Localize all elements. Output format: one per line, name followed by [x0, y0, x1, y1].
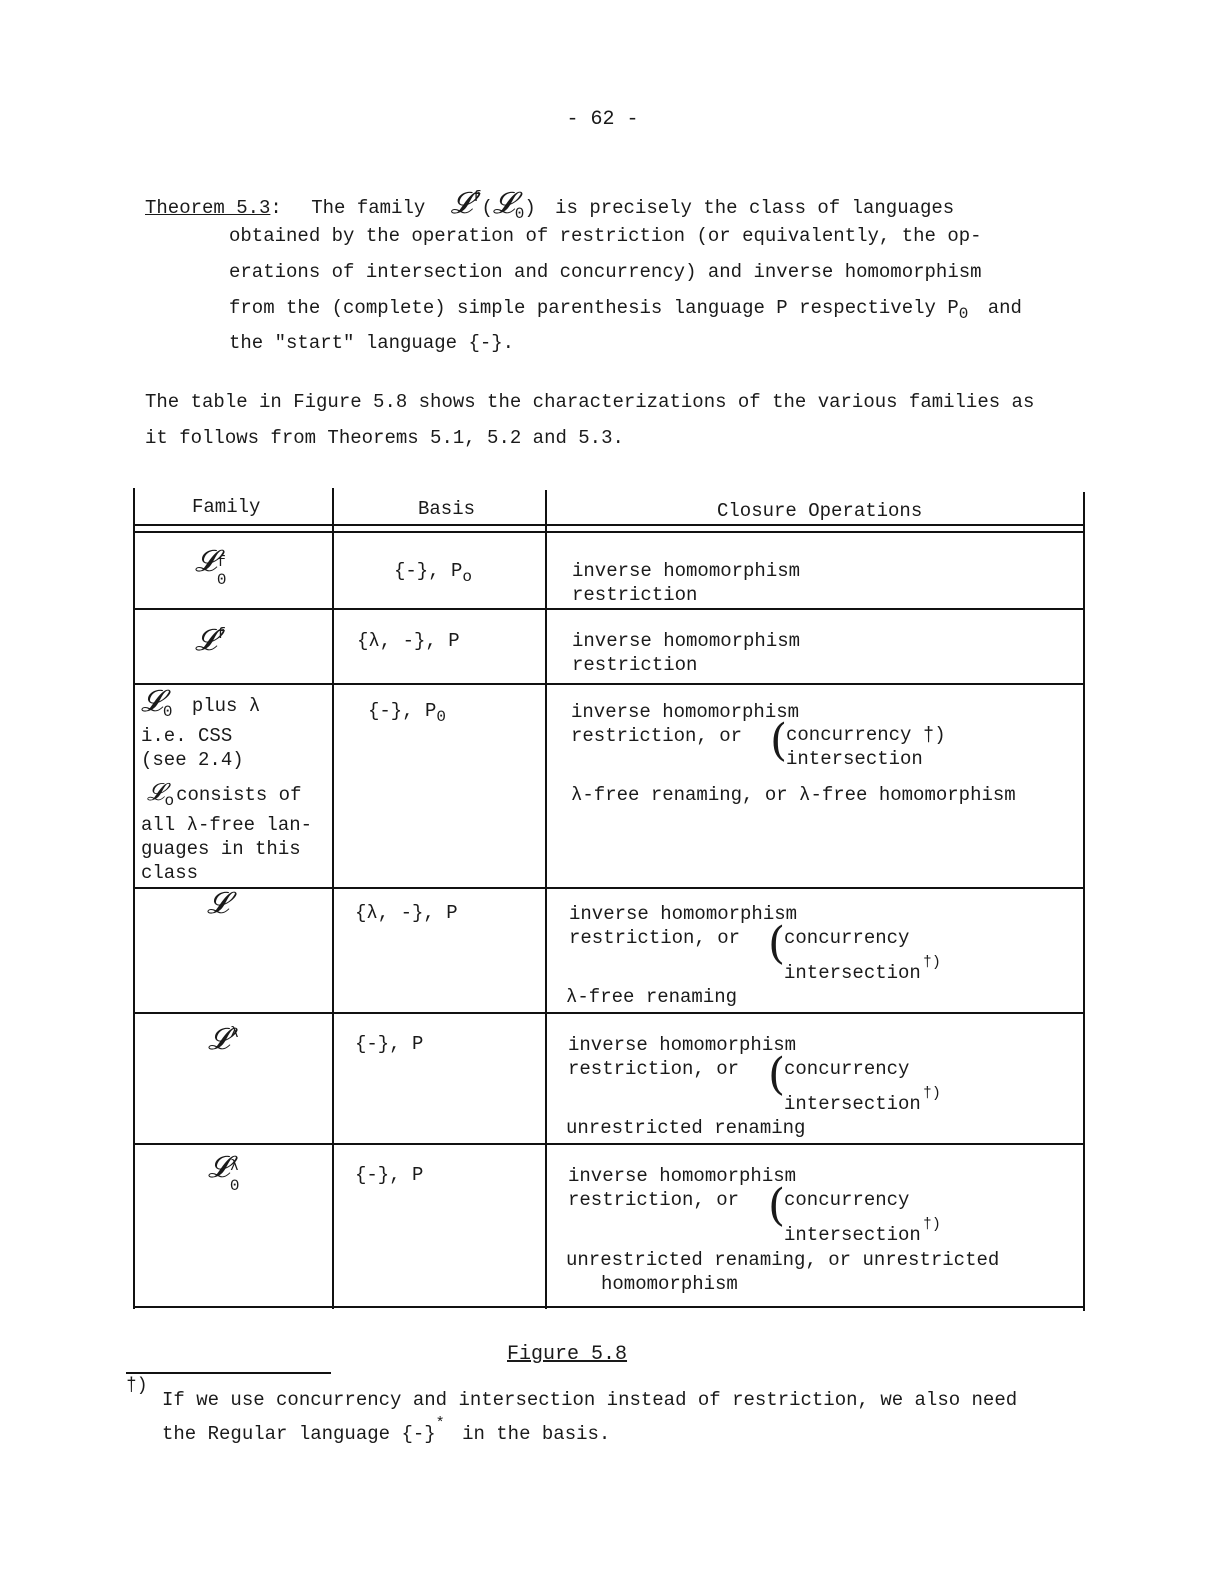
- table-divider-1: [332, 488, 334, 1309]
- row6-ops-extra: unrestricted renaming, or unrestricted: [566, 1249, 1000, 1271]
- row6-family-sub: 0: [229, 1177, 240, 1195]
- row6-ops-extra2: homomorphism: [601, 1273, 738, 1295]
- row5-family-symbol: 𝓛: [208, 1022, 230, 1057]
- row6-brace-item-1: concurrency: [784, 1189, 910, 1211]
- row2-ops: [572, 630, 800, 677]
- row3-ops-extra: λ-free renaming, or λ-free homomorphism: [571, 784, 1016, 806]
- table-border-left: [133, 488, 135, 1309]
- row6-basis: {-}, P: [355, 1164, 424, 1186]
- row3-family-note2-title: [141, 780, 312, 813]
- row3-brace-group: [770, 715, 946, 771]
- header-rule-1: [133, 524, 1085, 526]
- row3-basis: [368, 700, 446, 730]
- row3-family-note-2: (see 2.4): [141, 749, 244, 771]
- row3-ops: [571, 701, 799, 748]
- row1-op-1: inverse homomorphism: [572, 560, 801, 582]
- row2-op-1: inverse homomorphism: [572, 630, 801, 652]
- row4-dagger: †): [922, 953, 941, 971]
- row5-ops-extra: unrestricted renaming: [566, 1117, 806, 1139]
- row5-brace-group: [768, 1049, 941, 1116]
- row5-brace-item-2: intersection †): [784, 1084, 941, 1115]
- row-rule-3: [133, 887, 1085, 889]
- row3-basis-sub: 0: [436, 708, 447, 726]
- table-border-right: [1083, 492, 1085, 1311]
- row6-brace: (: [768, 1180, 786, 1231]
- row1-op-2: restriction: [572, 583, 698, 606]
- theorem-line5: the "start" language {-}.: [229, 332, 515, 354]
- family-symbol: 𝓛: [450, 186, 473, 221]
- row4-brace-group: [768, 918, 941, 985]
- footnote-line2-post: in the basis.: [462, 1423, 611, 1445]
- intro-line1: The table in Figure 5.8 shows the characterizations of the various families as: [145, 391, 1035, 413]
- theorem-line4-pre: from the (complete) simple parenthesis language P respectively P: [229, 297, 959, 319]
- row2-family: [195, 623, 226, 658]
- header-rule-2: [133, 531, 1085, 533]
- paren-open: (: [481, 197, 493, 219]
- footnote-line1: If we use concurrency and intersection instead of restriction, we also need: [162, 1389, 1018, 1411]
- row4-op-1: inverse homomorphism: [569, 903, 798, 925]
- row3-note-symbol: 𝓛: [147, 778, 165, 806]
- row2-family-sup: f: [216, 626, 226, 643]
- row5-op-2: restriction, or: [568, 1057, 740, 1080]
- row1-basis: [394, 560, 472, 590]
- theorem-colon: :: [270, 197, 282, 219]
- row3-brace: (: [770, 715, 788, 766]
- header-family: Family: [192, 496, 261, 518]
- row3-op-2: restriction, or: [571, 724, 743, 747]
- row3-family-note2-line-3: class: [141, 862, 199, 884]
- row3-basis-main: {-}, P: [368, 700, 437, 722]
- theorem-line4-post: and: [987, 297, 1022, 319]
- row1-family-sub: 0: [216, 571, 227, 589]
- row5-basis: {-}, P: [355, 1033, 424, 1055]
- footnote-line2: [162, 1412, 610, 1446]
- row4-brace: (: [768, 918, 786, 969]
- row3-family-note2-line-1: all λ-free lan-: [141, 814, 313, 836]
- row-rule-1: [133, 608, 1085, 610]
- footnote-mark: †): [126, 1376, 148, 1396]
- theorem-line4-sub: 0: [958, 305, 969, 323]
- row6-family-symbol: 𝓛: [208, 1150, 230, 1185]
- row3-note-sub: o: [164, 792, 175, 810]
- row6-dagger: †): [922, 1215, 941, 1233]
- row4-brace-item-2: intersection †): [784, 953, 941, 984]
- row3-family-title: [141, 684, 312, 724]
- row3-op-1: inverse homomorphism: [571, 701, 800, 723]
- row3-brace-item-1: concurrency †): [786, 724, 946, 746]
- row6-brace-group: [768, 1180, 941, 1247]
- theorem-line3: erations of intersection and concurrency) and inverse homomorphism: [229, 261, 982, 283]
- row3-family-suffix: plus λ: [191, 695, 261, 717]
- row4-op-2: restriction, or: [569, 926, 741, 949]
- row3-family-sub: 0: [162, 703, 173, 721]
- row3-family-symbol: 𝓛: [141, 684, 163, 719]
- table-divider-2: [545, 490, 547, 1309]
- row1-family: [195, 544, 231, 589]
- row6-ops: [568, 1165, 796, 1212]
- family-sub-0: 0: [514, 205, 525, 223]
- row2-basis: {λ, -}, P: [357, 630, 460, 652]
- theorem-label: Theorem 5.3: [145, 197, 271, 219]
- row-rule-4: [133, 1012, 1085, 1014]
- table-bottom-rule: [133, 1306, 1085, 1308]
- header-closure-ops: Closure Operations: [717, 500, 923, 522]
- row6-op-1: inverse homomorphism: [568, 1165, 797, 1187]
- row4-basis: {λ, -}, P: [355, 902, 458, 924]
- theorem-line1-pre: The family: [311, 197, 426, 219]
- row6-op-2: restriction, or: [568, 1188, 740, 1211]
- row5-op-1: inverse homomorphism: [568, 1034, 797, 1056]
- intro-line2: it follows from Theorems 5.1, 5.2 and 5.3.: [145, 427, 624, 449]
- row-rule-5: [133, 1143, 1085, 1145]
- row5-brace: (: [768, 1049, 786, 1100]
- row3-family: [141, 684, 313, 885]
- row1-ops: [572, 560, 800, 607]
- family-sup: f: [472, 189, 482, 206]
- row4-brace-item-1: concurrency: [784, 927, 910, 949]
- theorem-heading-line: [145, 186, 954, 223]
- row3-family-note-1: i.e. CSS: [141, 725, 233, 747]
- row5-family-sup: λ: [229, 1025, 239, 1042]
- page-number: - 62 -: [566, 108, 639, 131]
- row4-family: [207, 886, 229, 921]
- footnote-rule: [126, 1372, 331, 1374]
- row5-dagger: †): [922, 1084, 941, 1102]
- row2-op-2: restriction: [572, 653, 698, 676]
- row2-family-symbol: 𝓛: [195, 623, 217, 658]
- row6-family-sup: λ: [229, 1158, 239, 1175]
- row5-family: [208, 1022, 239, 1057]
- row5-ops: [568, 1034, 796, 1081]
- row3-note-rest: consists of: [176, 784, 302, 806]
- row1-family-sup: f: [216, 554, 226, 571]
- family-symbol-0: 𝓛: [492, 186, 515, 221]
- figure-caption: Figure 5.8: [507, 1343, 628, 1366]
- theorem-line1-post: is precisely the class of languages: [555, 197, 955, 219]
- row4-ops-extra: λ-free renaming: [566, 986, 738, 1008]
- row1-family-symbol: 𝓛: [195, 544, 217, 579]
- footnote-line2-sup: *: [435, 1415, 445, 1432]
- row6-family: [208, 1150, 244, 1195]
- header-basis: Basis: [418, 498, 476, 520]
- footnote-line2-pre: the Regular language {-}: [162, 1423, 436, 1445]
- row3-family-note2-line-2: guages in this: [141, 838, 301, 860]
- row4-ops: [569, 903, 797, 950]
- row4-family-symbol: 𝓛: [207, 886, 229, 921]
- paren-close: ): [524, 197, 536, 219]
- row1-basis-sub: o: [462, 568, 473, 586]
- row3-dagger: †): [922, 724, 946, 746]
- row5-brace-item-1: concurrency: [784, 1058, 910, 1080]
- row6-brace-item-2: intersection †): [784, 1215, 941, 1246]
- row3-brace-item-2: intersection: [786, 747, 923, 770]
- row-rule-2: [133, 683, 1085, 685]
- theorem-line2: obtained by the operation of restriction (or equivalently, the op-: [229, 225, 982, 247]
- row1-basis-main: {-}, P: [394, 560, 463, 582]
